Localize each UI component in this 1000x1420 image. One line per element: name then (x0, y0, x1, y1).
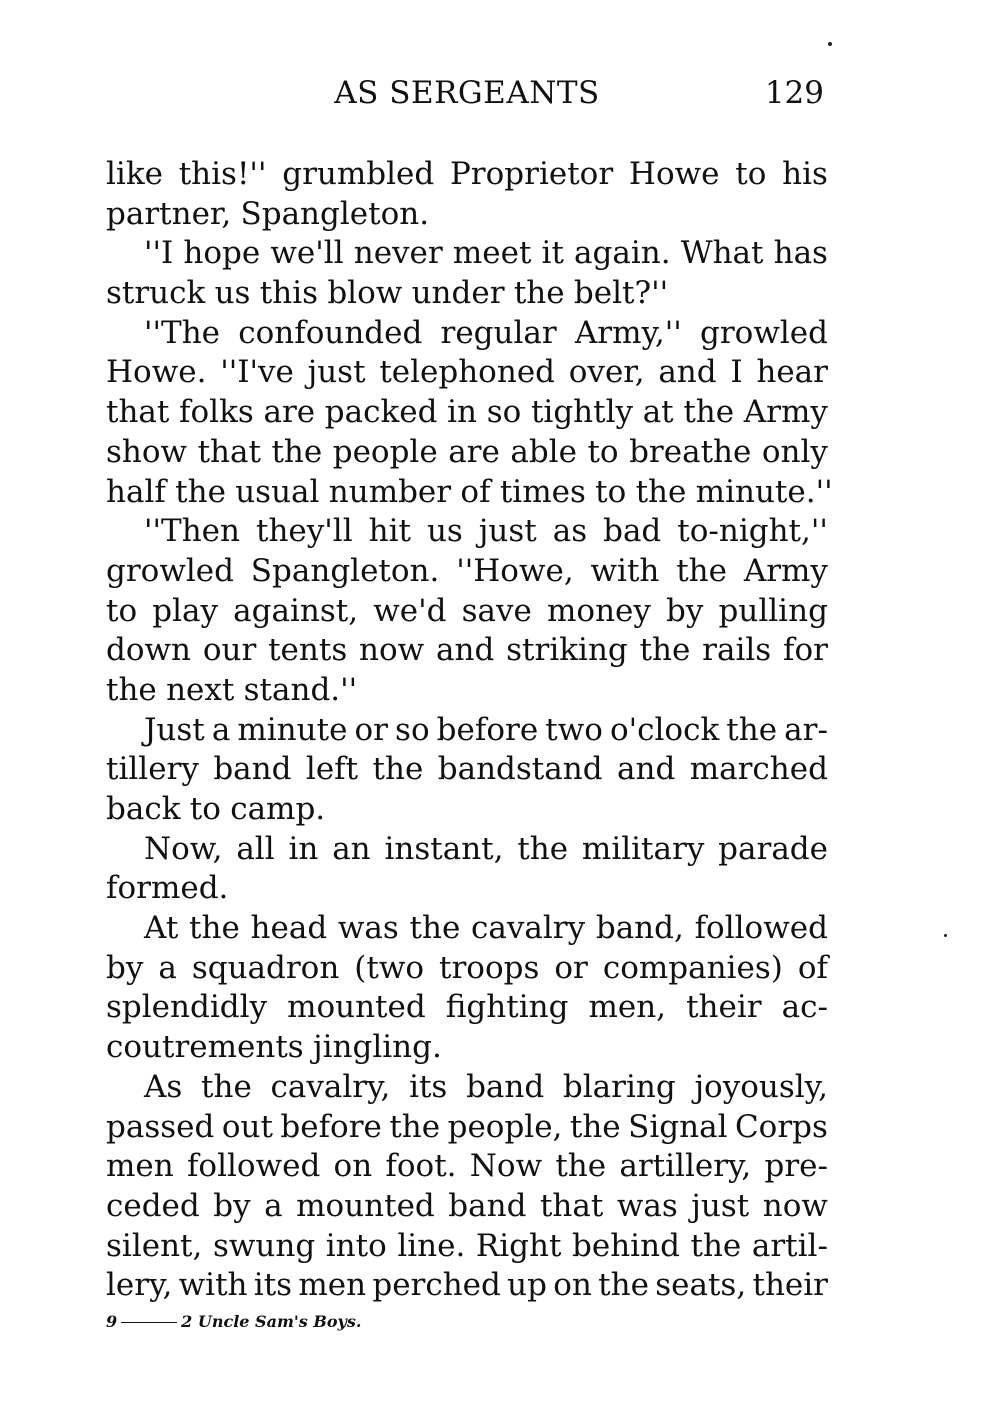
text-line (106, 393, 828, 433)
word: to (595, 473, 627, 510)
word: struck (106, 275, 206, 312)
word: ''Then (144, 513, 240, 550)
word: cavalry (471, 910, 586, 947)
word: ''I (144, 235, 174, 272)
word: was (616, 1187, 678, 1224)
word: Right (475, 1227, 562, 1264)
word: stand.'' (243, 671, 358, 708)
word: ''Howe, (456, 552, 574, 589)
word: men (298, 1267, 367, 1304)
word: save (461, 592, 532, 629)
word: the (106, 671, 157, 708)
word: its (253, 1267, 293, 1304)
word: they'll (255, 513, 353, 550)
word: are (263, 394, 316, 431)
word: military (581, 830, 705, 867)
word: followed (694, 910, 828, 947)
word: Now (469, 1148, 543, 1185)
word: the (598, 1267, 649, 1304)
word: parade (718, 830, 828, 867)
signature-sub: 2 (181, 1312, 193, 1331)
word: foot. (385, 1148, 457, 1185)
word: or (354, 711, 388, 748)
word: their (686, 989, 762, 1026)
word: tillery (106, 751, 199, 788)
text-line (106, 274, 828, 314)
text-line (106, 949, 828, 989)
word: his (782, 156, 828, 192)
word: people, (447, 1108, 563, 1145)
word: us (426, 513, 463, 550)
word: under (411, 275, 505, 312)
word: a (158, 949, 177, 986)
word: band (466, 1068, 545, 1105)
word: over, (568, 354, 645, 391)
word: the (271, 433, 323, 470)
word: the (635, 473, 687, 510)
word: Army (743, 552, 828, 589)
word: marched (689, 751, 828, 788)
word: At (144, 910, 179, 947)
text-line (106, 750, 828, 790)
word: pre- (764, 1148, 828, 1185)
word: behind (572, 1227, 680, 1264)
word: two (545, 711, 603, 748)
word: the (189, 910, 240, 947)
word: seats, (655, 1267, 747, 1304)
word: their (752, 1267, 828, 1304)
word: before (280, 1108, 382, 1145)
word: mounted (296, 1187, 435, 1224)
word: artil- (751, 1227, 828, 1264)
word: As (144, 1068, 183, 1105)
word: blow (327, 275, 403, 312)
word: by (213, 1187, 251, 1224)
word: pulling (718, 592, 828, 629)
word: next (166, 671, 235, 708)
word: the (726, 711, 778, 748)
word: fighting (445, 989, 569, 1026)
text-line (106, 790, 828, 830)
word: striking (506, 632, 628, 669)
word: of (797, 949, 828, 986)
word: band (448, 1187, 527, 1224)
word: the (175, 473, 226, 510)
text-line (106, 552, 828, 592)
text-line (106, 671, 828, 711)
word: regular (440, 314, 557, 351)
word: as (552, 513, 588, 550)
text-line (106, 512, 828, 552)
word: minute (237, 711, 348, 748)
word: left (305, 751, 359, 788)
running-head (106, 72, 828, 114)
word: Spangleton. (240, 195, 430, 232)
word: this!'' (178, 156, 267, 192)
signature-title: Uncle Sam's Boys. (197, 1312, 362, 1331)
word: to-night,'' (677, 513, 828, 550)
word: the (639, 632, 691, 669)
word: that (197, 433, 261, 470)
word: grumbled (282, 156, 435, 192)
text-line (106, 1108, 828, 1148)
running-title: AS SERGEANTS (334, 75, 600, 111)
word: and (658, 354, 717, 391)
word: the (409, 910, 461, 947)
word: ar- (784, 711, 828, 748)
text-line (106, 433, 828, 473)
word: usual (235, 473, 320, 510)
word: now (762, 1187, 828, 1224)
word: growled (106, 552, 234, 589)
word: ac- (781, 989, 828, 1026)
word: cavalry, (270, 1068, 391, 1105)
text-line (106, 830, 828, 870)
word: formed. (106, 870, 229, 907)
word: minute.'' (695, 473, 833, 510)
word: ''The (144, 314, 221, 351)
word: that (106, 394, 170, 431)
text-line (106, 1147, 828, 1187)
word: tightly (530, 394, 634, 431)
word: tents (268, 632, 348, 669)
word: joyously, (694, 1068, 828, 1105)
text-line (106, 909, 828, 949)
word: Now, (144, 830, 223, 867)
text-line (106, 1266, 828, 1306)
word: a (264, 1187, 283, 1224)
word: this (259, 275, 319, 312)
word: in (288, 830, 319, 867)
word: Proprietor (449, 156, 614, 192)
word: meet (452, 235, 532, 272)
word: bad (603, 513, 662, 550)
word: band, (595, 910, 684, 947)
word: in (447, 394, 478, 431)
word: men (106, 1148, 174, 1185)
text-line (106, 234, 828, 274)
word: Signal (628, 1108, 728, 1145)
word: passed (106, 1108, 215, 1145)
word: bandstand (437, 751, 603, 788)
word: artillery, (619, 1148, 752, 1185)
word: companies) (602, 949, 783, 986)
word: the (513, 275, 565, 312)
text-line (106, 1068, 828, 1108)
word: the (517, 830, 569, 867)
body-text (106, 155, 833, 1306)
print-speck (944, 934, 947, 937)
word: with (178, 1267, 248, 1304)
word: the (555, 1148, 607, 1185)
word: so (486, 394, 522, 431)
word: folks (179, 394, 254, 431)
word: able (510, 433, 577, 470)
word: all (236, 830, 275, 867)
word: telephoned (379, 354, 556, 391)
text-line (106, 314, 828, 354)
word: hear (756, 354, 828, 391)
word: instant, (384, 830, 504, 867)
word: Army (743, 394, 828, 431)
text-line (106, 473, 833, 513)
word: we'll (270, 235, 344, 272)
word: hope (183, 235, 261, 272)
word: down (106, 632, 192, 669)
word: belt?'' (573, 275, 669, 312)
text-line (106, 155, 828, 195)
word: up (507, 1267, 547, 1304)
word: breathe (629, 433, 752, 470)
word: Army,'' (574, 314, 682, 351)
text-line (106, 869, 828, 909)
word: on (333, 1148, 373, 1185)
word: line. (397, 1227, 466, 1264)
word: to (106, 592, 138, 629)
word: and (436, 632, 495, 669)
word: (two (354, 949, 425, 986)
word: show (106, 433, 188, 470)
word: the (569, 1108, 621, 1145)
word: into (325, 1227, 387, 1264)
page-number: 129 (764, 75, 824, 111)
word: ceded (106, 1187, 200, 1224)
word: a (211, 711, 231, 748)
word: before (436, 711, 539, 748)
word: partner, (106, 195, 232, 232)
word: hit (368, 513, 411, 550)
word: play (152, 592, 219, 629)
word: at (642, 394, 674, 431)
word: or (554, 949, 588, 986)
word: never (353, 235, 443, 272)
word: splendidly (106, 989, 268, 1026)
word: troops (439, 949, 540, 986)
word: to (735, 156, 767, 192)
word: packed (324, 394, 438, 431)
text-line (106, 631, 828, 671)
text-line (106, 592, 828, 632)
word: blaring (562, 1068, 676, 1105)
word: so (395, 711, 430, 748)
word: lery, (106, 1267, 173, 1304)
word: confounded (238, 314, 423, 351)
word: only (761, 433, 828, 470)
word: was (337, 910, 399, 947)
word: half (106, 473, 166, 510)
word: Howe. (106, 354, 207, 391)
text-line (106, 711, 828, 751)
word: band (213, 751, 292, 788)
word: perched (372, 1267, 501, 1304)
word: I (730, 354, 743, 391)
word: number (328, 473, 452, 510)
text-line (106, 1028, 828, 1068)
text-line (106, 1227, 828, 1267)
word: ''I've (220, 354, 294, 391)
word: head (250, 910, 328, 947)
word: and (617, 751, 676, 788)
word: an (332, 830, 371, 867)
word: the (389, 1108, 441, 1145)
word: us (214, 275, 251, 312)
word: back (106, 791, 181, 827)
word: the (676, 552, 727, 589)
text-line (106, 1187, 828, 1227)
text-line (106, 195, 828, 235)
word: Just (144, 711, 205, 748)
word: just (307, 354, 366, 391)
word: mounted (287, 989, 426, 1026)
word: men, (588, 989, 667, 1026)
word: now (359, 632, 425, 669)
word: Howe (628, 156, 720, 192)
word: our (202, 632, 257, 669)
word: squadron (191, 949, 340, 986)
text-line (106, 353, 828, 393)
word: we'd (373, 592, 447, 629)
word: are (448, 433, 500, 470)
word: the (683, 394, 735, 431)
word: o'clock (609, 711, 720, 748)
word: it (541, 235, 564, 272)
word: silent, (106, 1227, 203, 1264)
word: the (201, 1068, 252, 1105)
word: to (189, 791, 221, 827)
printer-signature (106, 1312, 361, 1331)
word: by (666, 592, 704, 629)
text-line (106, 988, 828, 1028)
word: just (478, 513, 537, 550)
word: of (460, 473, 491, 510)
print-speck (828, 42, 832, 46)
word: for (783, 632, 828, 669)
word: has (773, 235, 828, 272)
word: the (690, 1227, 742, 1264)
word: against, (233, 592, 359, 629)
word: Corps (734, 1108, 828, 1145)
signature-number: 9 (106, 1312, 118, 1331)
word: out (221, 1108, 273, 1145)
word: jingling. (312, 1029, 442, 1066)
word: people (332, 433, 438, 470)
word: that (539, 1187, 604, 1224)
word: just (691, 1187, 750, 1224)
signature-rule (121, 1322, 177, 1323)
word: money (547, 592, 651, 629)
word: What (680, 235, 764, 272)
word: followed (186, 1148, 321, 1185)
word: by (106, 949, 144, 986)
word: to (587, 433, 619, 470)
word: times (499, 473, 586, 510)
word: its (409, 1068, 448, 1105)
word: on (553, 1267, 592, 1304)
word: rails (702, 632, 772, 669)
word: with (590, 552, 660, 589)
word: camp. (230, 791, 326, 827)
word: coutrements (106, 1029, 304, 1066)
word: swung (212, 1227, 316, 1264)
word: like (106, 156, 163, 192)
word: again. (574, 235, 671, 272)
word: the (372, 751, 424, 788)
word: Spangleton. (250, 552, 440, 589)
word: growled (700, 314, 828, 351)
